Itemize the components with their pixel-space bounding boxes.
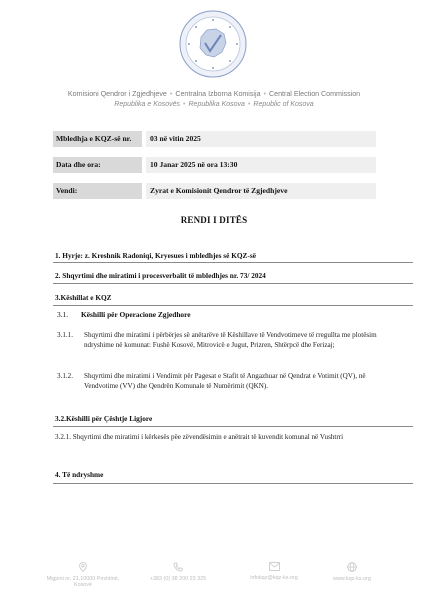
meeting-number-value: 03 në vitin 2025 <box>146 131 376 147</box>
agenda-item-2: 2. Shqyrtimi dhe miratimi i procesverbalit të mbledhjes nr. 73/ 2024 <box>55 271 266 280</box>
agenda-subsection-3-1 <box>57 310 191 319</box>
institution-name-en: Central Election Commission <box>269 90 361 98</box>
meeting-date-label: Data dhe ora: <box>53 157 142 173</box>
divider <box>53 305 413 306</box>
divider <box>53 262 413 263</box>
republic-name-sr: Republika Kosova <box>188 101 245 108</box>
divider <box>53 426 413 427</box>
footer-website <box>312 562 392 582</box>
subsection-label: Këshilli për Operacione Zgjedhore <box>81 310 191 319</box>
meeting-location-row <box>53 183 376 199</box>
institution-name-sr: Centralna Izborna Komisija <box>175 90 261 98</box>
separator: • <box>169 90 173 98</box>
institution-name-sq: Komisioni Qendror i Zgjedhjeve <box>67 90 167 98</box>
email-text: infokqz@kqz-ks.org <box>250 575 298 581</box>
kosovo-seal-icon <box>179 10 247 78</box>
separator: • <box>183 101 186 108</box>
agenda-point-3-1-1: Shqyrtimi dhe miratimi i përbërjes së anëtarëve të Këshillave të Vendvotimeve të rregullta me plotësim ndryshime në komunat: Fushë Kosovë, Mitrovicë e Jugut, Prizren, Shtërpcë dhe Ferizaj; <box>84 331 377 349</box>
meeting-date-value: 10 Janar 2025 në ora 13:30 <box>146 157 376 173</box>
subsection-number: 3.1. <box>57 310 69 319</box>
agenda-item-1: 1. Hyrje: z. Kreshnik Radoniqi, Kryesues i mbledhjes së KQZ-së <box>55 251 256 260</box>
meeting-number-row <box>53 131 376 147</box>
meeting-location-label: Vendi: <box>53 183 142 199</box>
agenda-point-3-2-1: 3.2.1. Shqyrtimi dhe miratimi i kërkesës pëe zëvendësimin e anëtrait të kuvendit komunal në Vushtrri <box>55 433 344 441</box>
meeting-number-label: Mbledhja e KQZ-së nr. <box>53 131 142 147</box>
footer-email <box>234 562 314 581</box>
meeting-date-row <box>53 157 376 173</box>
agenda-point-number: 3.1.2. <box>57 372 73 380</box>
email-icon <box>269 562 280 571</box>
meeting-location-value: Zyrat e Komisionit Qendror të Zgjedhjeve <box>146 183 376 199</box>
republic-name-sq: Republika e Kosovës <box>114 101 181 108</box>
agenda-point-number: 3.1.1. <box>57 331 73 339</box>
separator: • <box>263 90 267 98</box>
agenda-item-4: 4. Të ndryshme <box>55 470 104 479</box>
phone-text: +383 (0) 38 200 23 325 <box>149 576 207 582</box>
agenda-point-3-1-2: Shqyrtimi dhe miratimi i Vendimit për Pagesat e Stafit të Angazhuar në Qendrat e Votimit (QV), në Vendvotime (VV) dhe Qendrën Komunale të Numërimit (QKN). <box>84 372 366 390</box>
republic-names <box>0 101 428 108</box>
address-text: Migjeni nr. 21,10000 Prishtinë, Kosovë <box>46 576 120 588</box>
phone-icon <box>173 562 183 572</box>
globe-icon <box>347 562 357 572</box>
separator: • <box>247 101 251 108</box>
agenda-item-3-2: 3.2.Këshilli për Çështje Ligjore <box>55 414 153 423</box>
institution-names <box>0 90 428 98</box>
agenda-title: RENDI I DITËS <box>180 215 248 225</box>
divider <box>53 483 413 484</box>
footer-address <box>43 562 123 588</box>
location-icon <box>79 562 87 572</box>
website-text: www.kqz-ks.org <box>333 576 371 582</box>
republic-name-en: Republic of Kosova <box>253 101 314 108</box>
agenda-item-3: 3.Këshillat e KQZ <box>55 293 112 302</box>
footer <box>0 562 428 592</box>
footer-phone <box>138 562 218 582</box>
divider <box>53 283 413 284</box>
